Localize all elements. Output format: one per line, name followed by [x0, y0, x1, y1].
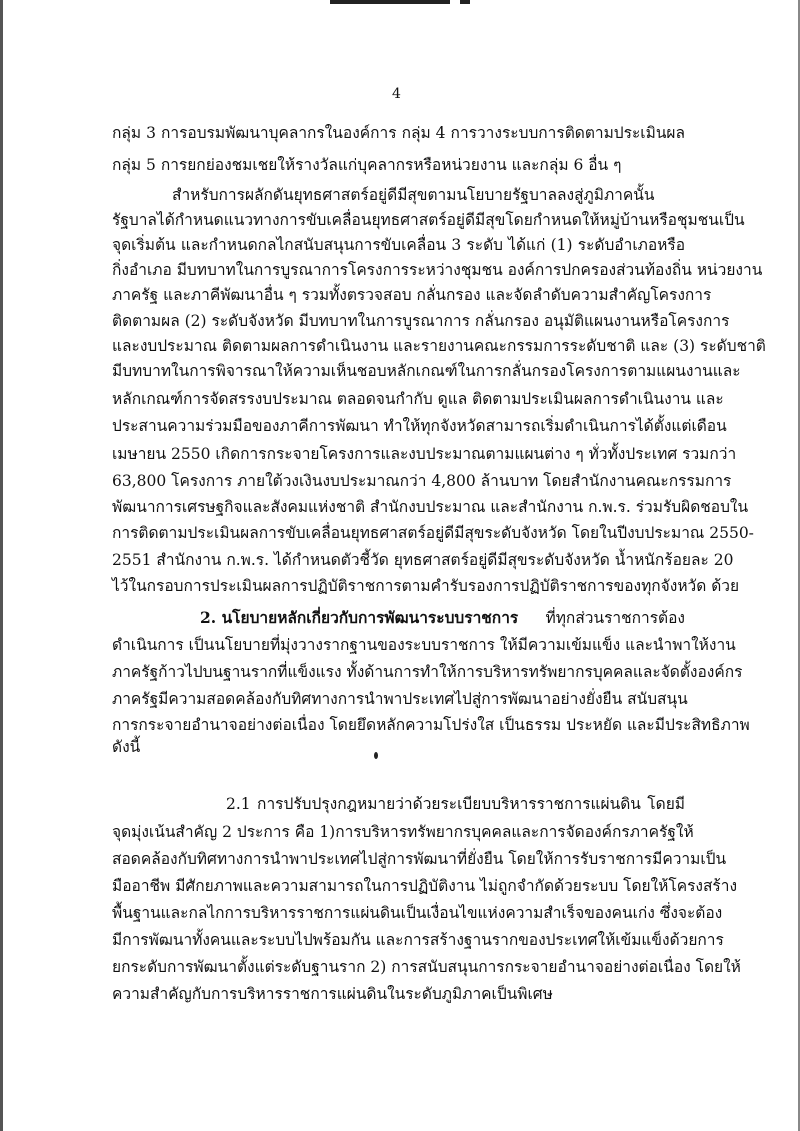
text-line: พัฒนาการเศรษฐกิจและสังคมแห่งชาติ สำนักงบประมาณ และสำนักงาน ก.พ.ร. ร่วมรับผิดชอบใน — [112, 498, 749, 516]
section-2-title: 2. นโยบายหลักเกี่ยวกับการพัฒนาระบบราชการ — [200, 608, 519, 627]
section-heading-tail: ที่ทุกส่วนราชการต้อง — [545, 609, 685, 627]
scan-top-edge — [0, 0, 800, 10]
text-line: พื้นฐานและกลไกการบริหารราชการแผ่นดินเป็นเงื่อนไขแห่งความสำเร็จของคนเก่ง ซึ่งจะต้อง — [112, 904, 723, 922]
text-line: หลักเกณฑ์การจัดสรรงบประมาณ ตลอดจนกำกับ ดูแล ติดตามประเมินผลการดำเนินงาน และ — [112, 390, 724, 408]
text-line: ประสานความร่วมมือของภาคีการพัฒนา ทำให้ทุกจังหวัดสามารถเริ่มดำเนินการได้ตั้งแต่เดือน — [112, 417, 727, 435]
text-line: การติดตามประเมินผลการขับเคลื่อนยุทธศาสตร์อยู่ดีมีสุขระดับจังหวัด โดยในปีงบประมาณ 2550- — [112, 524, 754, 542]
text-line: ดังนี้ — [112, 738, 141, 756]
text-line: ภาครัฐก้าวไปบนฐานรากที่แข็งแรง ทั้งด้านการทำให้การบริหารทรัพยากรบุคคลและจัดตั้งองค์กร — [112, 663, 743, 681]
scan-mark — [460, 0, 470, 4]
scan-left-edge — [0, 0, 3, 1131]
text-line: กลุ่ม 3 การอบรมพัฒนาบุคลากรในองค์การ กลุ่ม 4 การวางระบบการติดตามประเมินผล — [112, 124, 685, 142]
scan-speck — [374, 752, 378, 759]
text-line: มืออาชีพ มีศักยภาพและความสามารถในการปฏิบัติงาน ไม่ถูกจำกัดด้วยระบบ โดยให้โครงสร้าง — [112, 877, 738, 895]
text-line: 63,800 โครงการ ภายใต้วงเงินงบประมาณกว่า 4,800 ล้านบาท โดยสำนักงานคณะกรรมการ — [112, 472, 732, 490]
text-line: ภาครัฐมีความสอดคล้องกับทิศทางการนำพาประเทศไปสู่การพัฒนาอย่างยั่งยืน สนับสนุน — [112, 690, 688, 708]
text-line: มีบทบาทในการพิจารณาให้ความเห็นชอบหลักเกณฑ์ในการกลั่นกรองโครงการตามแผนงานและ — [112, 362, 741, 380]
subsection-first-line: 2.1 การปรับปรุงกฎหมายว่าด้วยระเบียบบริหารราชการแผ่นดิน โดยมี — [226, 795, 685, 813]
text-line: เมษายน 2550 เกิดการกระจายโครงการและงบประมาณตามแผนต่าง ๆ ทั่วทั้งประเทศ รวมกว่า — [112, 445, 737, 463]
section-heading — [200, 607, 530, 629]
text-line: การกระจายอำนาจอย่างต่อเนื่อง โดยยึดหลักความโปร่งใส เป็นธรรม ประหยัด และมีประสิทธิภาพ — [112, 716, 750, 734]
text-line: 2551 สำนักงาน ก.พ.ร. ได้กำหนดตัวชี้วัด ยุทธศาสตร์อยู่ดีมีสุขระดับจังหวัด น้ำหนักร้อยละ 20 — [112, 551, 734, 569]
text-line: ภาครัฐ และภาคีพัฒนาอื่น ๆ รวมทั้งตรวจสอบ กลั่นกรอง และจัดลำดับความสำคัญโครงการ — [112, 286, 712, 304]
text-line: กลุ่ม 5 การยกย่องชมเชยให้รางวัลแก่บุคลากรหรือหน่วยงาน และกลุ่ม 6 อื่น ๆ — [112, 156, 622, 174]
text-line: ดำเนินการ เป็นนโยบายที่มุ่งวางรากฐานของระบบราชการ ให้มีความเข้มแข็ง และนำพาให้งาน — [112, 636, 736, 654]
text-line: รัฐบาลได้กำหนดแนวทางการขับเคลื่อนยุทธศาสตร์อยู่ดีมีสุขโดยกำหนดให้หมู่บ้านหรือชุมชนเป็น — [112, 211, 745, 229]
paragraph-first-line: สำหรับการผลักดันยุทธศาสตร์อยู่ดีมีสุขตามนโยบายรัฐบาลลงสู่ภูมิภาคนั้น — [172, 186, 655, 204]
text-line: จุดมุ่งเน้นสำคัญ 2 ประการ คือ 1)การบริหารทรัพยากรบุคคลและการจัดองค์กรภาครัฐให้ — [112, 823, 694, 841]
text-line: จุดเริ่มต้น และกำหนดกลไกสนับสนุนการขับเคลื่อน 3 ระดับ ได้แก่ (1) ระดับอำเภอหรือ — [112, 236, 685, 254]
text-line: มีการพัฒนาทั้งคนและระบบไปพร้อมกัน และการสร้างฐานรากของประเทศให้เข้มแข็งด้วยการ — [112, 931, 724, 949]
scan-mark — [330, 0, 450, 4]
text-line: สอดคล้องกับทิศทางการนำพาประเทศไปสู่การพัฒนาที่ยั่งยืน โดยให้การรับราชการมีความเป็น — [112, 850, 727, 868]
text-line: ความสำคัญกับการบริหารราชการแผ่นดินในระดับภูมิภาคเป็นพิเศษ — [112, 985, 553, 1003]
text-line: ยกระดับการพัฒนาตั้งแต่ระดับฐานราก 2) การสนับสนุนการกระจายอำนาจอย่างต่อเนื่อง โดยให้ — [112, 958, 741, 976]
text-line: กิ่งอำเภอ มีบทบาทในการบูรณาการโครงการระหว่างชุมชน องค์การปกครองส่วนท้องถิ่น หน่วยงาน — [112, 261, 763, 279]
text-line: ไว้ในกรอบการประเมินผลการปฏิบัติราชการตามคำรับรองการปฏิบัติราชการของทุกจังหวัด ด้วย — [112, 577, 740, 595]
text-line: ติดตามผล (2) ระดับจังหวัด มีบทบาทในการบูรณาการ กลั่นกรอง อนุมัติแผนงานหรือโครงการ — [112, 312, 730, 330]
text-line: และงบประมาณ ติดตามผลการดำเนินงาน และรายงานคณะกรรมการระดับชาติ และ (3) ระดับชาติ — [112, 337, 766, 355]
page-number: 4 — [392, 86, 401, 102]
